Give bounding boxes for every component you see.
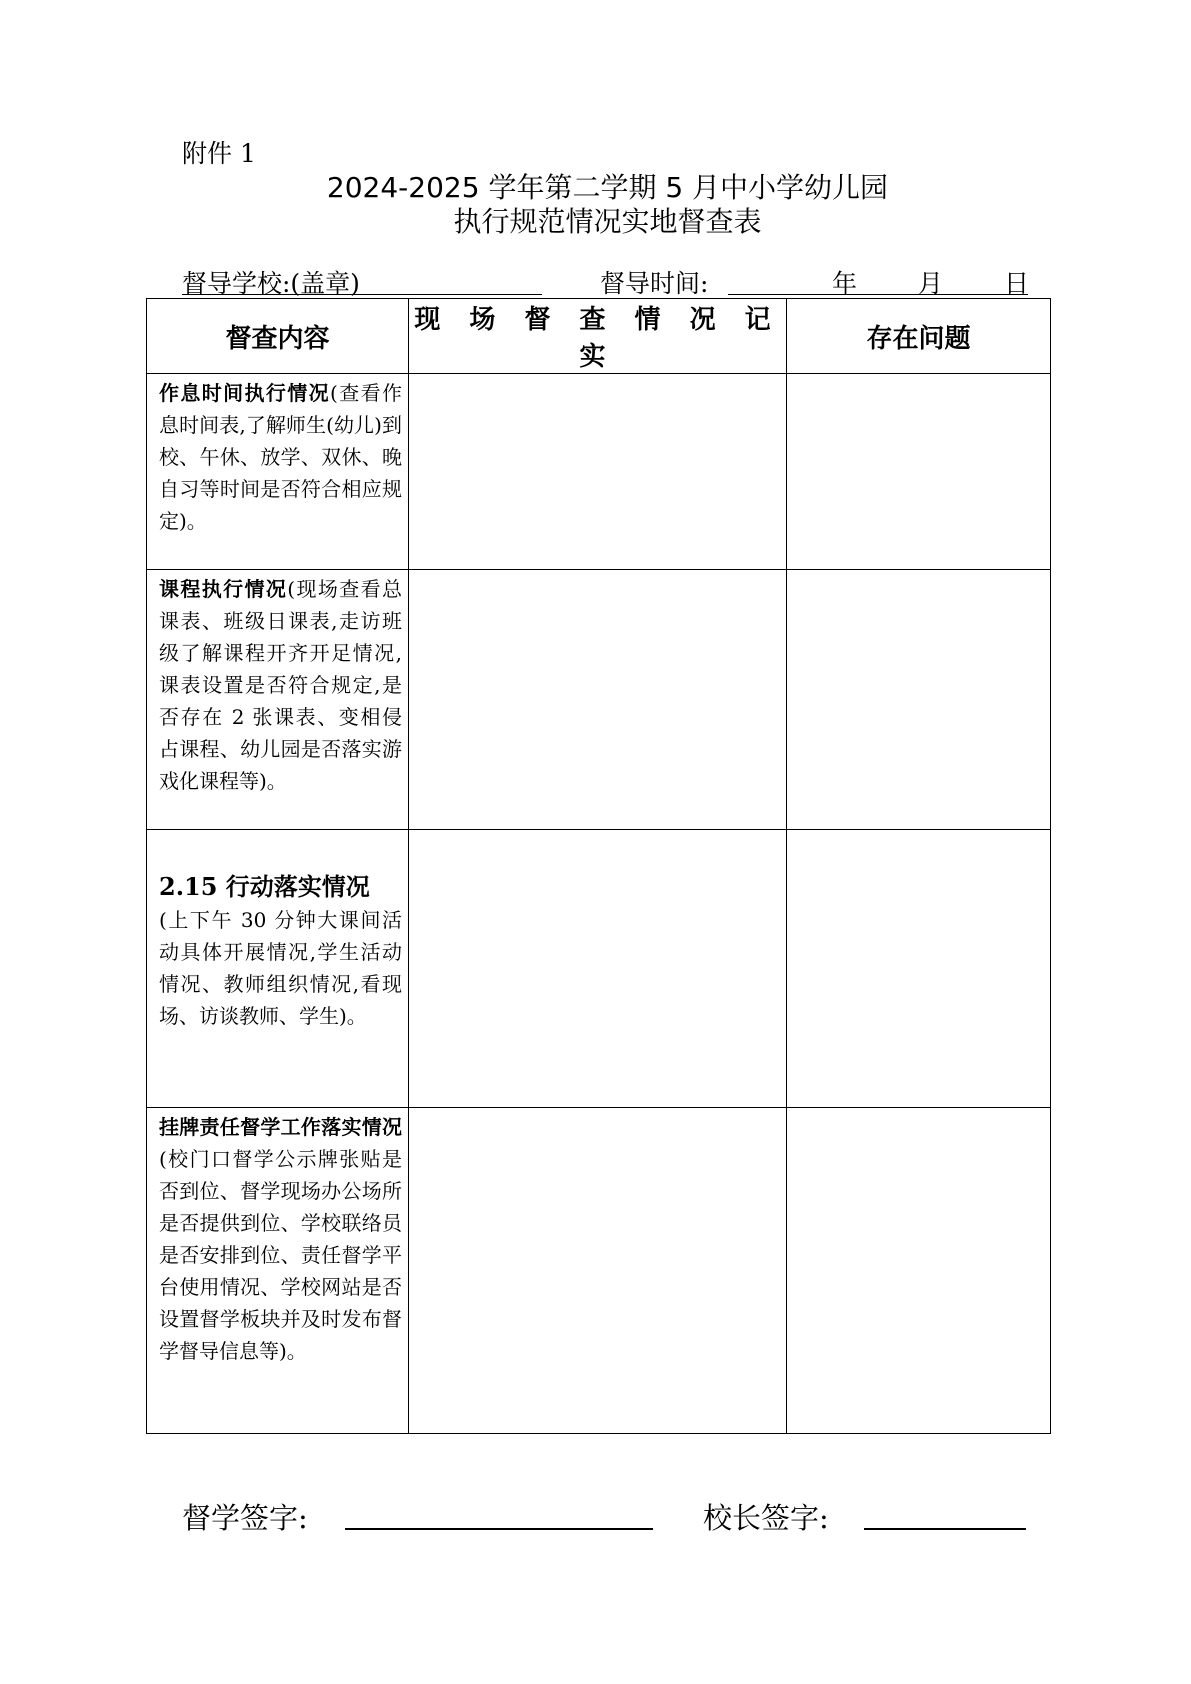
principal-signature-field[interactable] xyxy=(864,1528,1026,1530)
table-row xyxy=(147,374,1051,570)
school-field[interactable] xyxy=(182,264,542,294)
item-detail: (校门口督学公示牌张贴是否到位、督学现场办公场所是否提供到位、学校联络员是否安排到位、责任督学平台使用情况、学校网站是否设置督学板块并及时发布督学督导信息等)。 xyxy=(159,1147,402,1363)
item-detail: (现场查看总课表、班级日课表,走访班级了解课程开齐开足情况,课表设置是否符合规定,是否存在 2 张课表、变相侵占课程、幼儿园是否落实游戏化课程等)。 xyxy=(159,577,403,793)
attachment-label: 附件 1 xyxy=(182,139,256,168)
problems-cell[interactable] xyxy=(787,570,1051,830)
table-row xyxy=(147,1108,1051,1434)
inspection-table xyxy=(146,298,1051,1434)
header-problems: 存在问题 xyxy=(787,299,1051,374)
form-title-line2: 执行规范情况实地督查表 xyxy=(453,205,762,238)
table-header-row xyxy=(147,299,1051,374)
item-title: 2.15 行动落实情况 xyxy=(159,872,370,901)
item-title: 课程执行情况 xyxy=(159,577,288,601)
item-title: 作息时间执行情况 xyxy=(159,381,331,405)
item-detail: (上下午 30 分钟大课间活动具体开展情况,学生活动情况、教师组织情况,看现场、访谈教师、学生)。 xyxy=(159,908,402,1028)
item-cell xyxy=(147,1108,409,1434)
form-title-line1: 2024-2025 学年第二学期 5 月中小学幼儿园 xyxy=(326,171,889,204)
item-cell xyxy=(147,570,409,830)
problems-cell[interactable] xyxy=(787,1108,1051,1434)
school-label: 督导学校:(盖章) xyxy=(182,269,360,298)
time-label: 督导时间: xyxy=(600,269,709,298)
record-cell[interactable] xyxy=(409,830,787,1108)
month-label: 月 xyxy=(918,269,944,298)
record-cell[interactable] xyxy=(409,570,787,830)
header-onsite-record: 现 场 督 查 情 况 记实 xyxy=(409,299,787,374)
header-inspection-content: 督查内容 xyxy=(147,299,409,374)
principal-signature-label: 校长签字: xyxy=(703,1501,829,1535)
item-detail: (查看作息时间表,了解师生(幼儿)到校、午休、放学、双休、晚自习等时间是否符合相应规定)。 xyxy=(159,381,402,533)
record-cell[interactable] xyxy=(409,1108,787,1434)
item-title: 挂牌责任督学工作落实情况 xyxy=(159,1115,402,1139)
problems-cell[interactable] xyxy=(787,374,1051,570)
day-label: 日 xyxy=(1004,269,1030,298)
year-label: 年 xyxy=(832,269,858,298)
inspector-signature-field[interactable] xyxy=(345,1528,653,1530)
item-cell xyxy=(147,830,409,1108)
problems-cell[interactable] xyxy=(787,830,1051,1108)
record-cell[interactable] xyxy=(409,374,787,570)
time-field[interactable] xyxy=(728,264,1028,294)
inspector-signature-label: 督学签字: xyxy=(182,1501,308,1535)
table-row xyxy=(147,830,1051,1108)
item-cell xyxy=(147,374,409,570)
table-row xyxy=(147,570,1051,830)
